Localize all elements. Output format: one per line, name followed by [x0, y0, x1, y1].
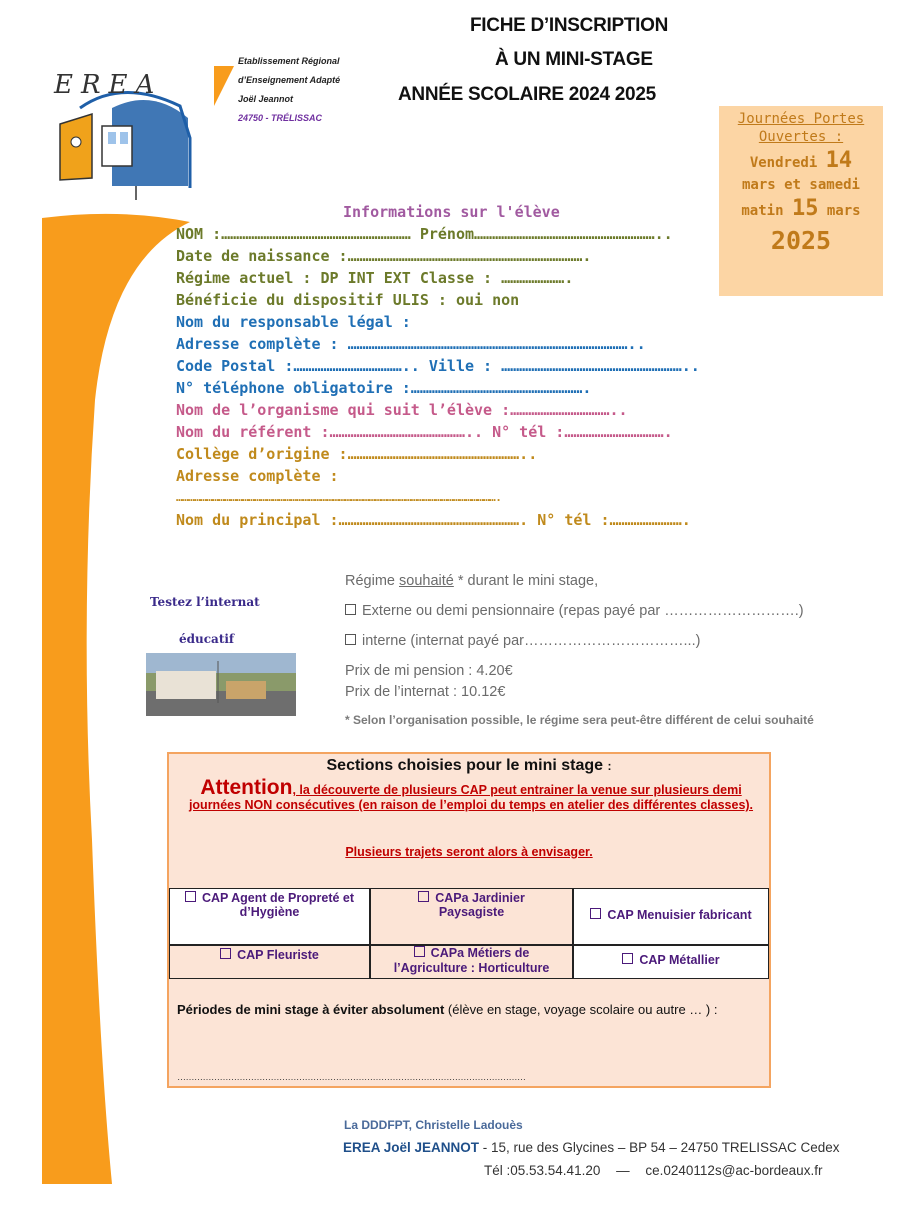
regime-intro-underlined: souhaité: [399, 573, 454, 589]
trajets-note: Plusieurs trajets seront alors à envisager.: [345, 845, 593, 859]
regime-intro-b: * durant le mini stage,: [453, 573, 599, 589]
open-days-date2: [719, 196, 883, 221]
footer-erea-name: EREA Joël JEANNOT: [343, 1140, 480, 1155]
open-days-box: [719, 106, 883, 296]
checkbox-icon[interactable]: [622, 953, 633, 964]
form-title-line1: FICHE D’INSCRIPTION: [470, 15, 669, 36]
section-option-cap-menuisier[interactable]: [573, 888, 769, 945]
open-days-line2: Ouvertes :: [758, 129, 844, 145]
establishment-block: [238, 52, 340, 128]
periods-hint: (élève en stage, voyage scolaire ou autre … ) :: [444, 1002, 718, 1017]
section-option-cap-metallier[interactable]: [573, 945, 769, 979]
form-title-line2: À UN MINI-STAGE: [495, 49, 653, 70]
establishment-line3: Joël Jeannot: [238, 94, 294, 104]
sections-heading-text: Sections choisies pour le mini stage: [326, 757, 604, 774]
attention-paragraph: [177, 776, 765, 813]
section-option-label: CAP Métallier: [639, 953, 720, 967]
periods-to-avoid[interactable]: [177, 1002, 762, 1018]
regime-option-interne-label: interne (internat payé par……………………………...): [362, 633, 701, 649]
checkbox-icon[interactable]: [418, 891, 429, 902]
field-regime-classe[interactable]: Régime actuel : DP INT EXT Classe : ………………….: [176, 269, 574, 287]
open-days-year: 2025: [770, 226, 832, 255]
open-days-day2: 15: [791, 196, 819, 221]
section-option-label: CAPa Métiers de l’Agriculture : Horticulture: [393, 946, 550, 975]
sections-heading-colon: :: [607, 759, 612, 773]
logo-text: EREA: [54, 70, 163, 100]
regime-option-interne[interactable]: [345, 633, 700, 649]
sections-heading: [169, 757, 769, 775]
footer-phone: Tél :05.53.54.41.20: [484, 1163, 601, 1178]
field-date-naissance[interactable]: Date de naissance :…………………………………………………………………….: [176, 247, 592, 265]
checkbox-icon[interactable]: [414, 946, 425, 957]
open-days-line4: mars et samedi: [741, 177, 860, 193]
regime-option-externe[interactable]: [345, 603, 804, 619]
section-option-label: CAPa Jardinier Paysagiste: [435, 891, 525, 919]
internat-label-line1: Testez l’internat: [150, 595, 260, 609]
regime-option-externe-label: Externe ou demi pensionnaire (repas payé par ……………………….): [362, 603, 804, 619]
footer-ddfpt: La DDDFPT, Christelle Ladouès: [344, 1118, 523, 1132]
student-info-heading: Informations sur l'élève: [343, 203, 560, 221]
section-option-cap-agent-proprete[interactable]: [169, 888, 370, 945]
field-nom-prenom[interactable]: NOM :……………………………………………………… Prénom……………………………………………………..: [176, 225, 673, 243]
open-days-weekday: Vendredi: [749, 155, 826, 171]
field-adresse[interactable]: Adresse complète : …………………………………………………………………………………..: [176, 335, 646, 353]
footer-separator: —: [616, 1163, 630, 1178]
form-title-line3: ANNÉE SCOLAIRE 2024 2025: [398, 84, 656, 105]
field-referent[interactable]: Nom du référent :……………………………………….. N° tél :…………………………….: [176, 423, 673, 441]
open-days-line1: Journées Portes: [737, 111, 865, 127]
field-adresse-college-dots[interactable]: …………………………………………………………………………………………………………………………………………….: [176, 491, 502, 504]
orange-triangle-decoration: [212, 64, 236, 108]
section-option-label: CAP Fleuriste: [237, 948, 319, 962]
field-telephone[interactable]: N° téléphone obligatoire :………………………………………………….: [176, 379, 592, 397]
checkbox-icon[interactable]: [185, 891, 196, 902]
field-organisme[interactable]: Nom de l’organisme qui suit l’élève :……………………………..: [176, 401, 628, 419]
internat-label-line2: éducatif: [179, 632, 235, 646]
establishment-line2: d’Enseignement Adapté: [238, 75, 341, 85]
open-days-day1: 14: [825, 148, 853, 173]
field-code-postal-ville[interactable]: Code Postal :……………………………….. Ville : ……………………………………………………..: [176, 357, 700, 375]
open-days-month: mars: [818, 203, 861, 219]
sections-box: [167, 752, 771, 1088]
establishment-city: 24750 - TRÉLISSAC: [238, 113, 323, 123]
checkbox-icon[interactable]: [345, 634, 356, 645]
checkbox-icon[interactable]: [590, 908, 601, 919]
checkbox-icon[interactable]: [345, 604, 356, 615]
internat-photo: [146, 653, 296, 716]
field-responsable[interactable]: Nom du responsable légal :: [176, 313, 411, 331]
field-principal[interactable]: Nom du principal :……………………………………………………. N° tél :…………………….: [176, 511, 691, 529]
attention-label: Attention: [200, 776, 293, 799]
footer-address-line: [343, 1140, 839, 1155]
section-option-label: CAP Agent de Propreté et d’Hygiène: [201, 891, 355, 919]
regime-intro: [345, 573, 598, 589]
section-option-cap-fleuriste[interactable]: [169, 945, 370, 979]
attention-text: , la découverte de plusieurs CAP peut entrainer la venue sur plusieurs demi journées NON consécutives (en raison de l’emploi du temps en atelier des différentes classes).: [188, 783, 754, 812]
price-demi-pension: Prix de mi pension : 4.20€: [345, 663, 513, 679]
regime-intro-a: Régime: [345, 573, 399, 589]
section-option-capa-horticulture[interactable]: [370, 945, 573, 979]
footer-contact-line: [484, 1163, 822, 1178]
field-college[interactable]: Collège d’origine :…………………………………………………..: [176, 445, 538, 463]
field-adresse-college[interactable]: Adresse complète :: [176, 467, 339, 485]
erea-logo: [52, 68, 202, 203]
open-days-matin: matin: [741, 203, 792, 219]
section-option-capa-jardinier[interactable]: [370, 888, 573, 945]
student-info-fields: [176, 223, 700, 531]
footer-email[interactable]: ce.0240112s@ac-bordeaux.fr: [645, 1163, 823, 1178]
establishment-line1: Etablissement Régional: [238, 56, 340, 66]
periods-dots[interactable]: ……………………………………………………………………………………………………………: [177, 1072, 526, 1082]
price-internat: Prix de l’internat : 10.12€: [345, 684, 506, 700]
section-option-label: CAP Menuisier fabricant: [607, 908, 752, 922]
open-days-date1: [719, 148, 883, 173]
periods-label: Périodes de mini stage à éviter absolument: [177, 1002, 445, 1017]
checkbox-icon[interactable]: [220, 948, 231, 959]
field-ulis[interactable]: Bénéficie du dispositif ULIS : oui non: [176, 291, 520, 309]
footer-address: - 15, rue des Glycines – BP 54 – 24750 TRELISSAC Cedex: [479, 1140, 840, 1155]
regime-note: * Selon l’organisation possible, le régime sera peut-être différent de celui souhaité: [345, 713, 814, 727]
